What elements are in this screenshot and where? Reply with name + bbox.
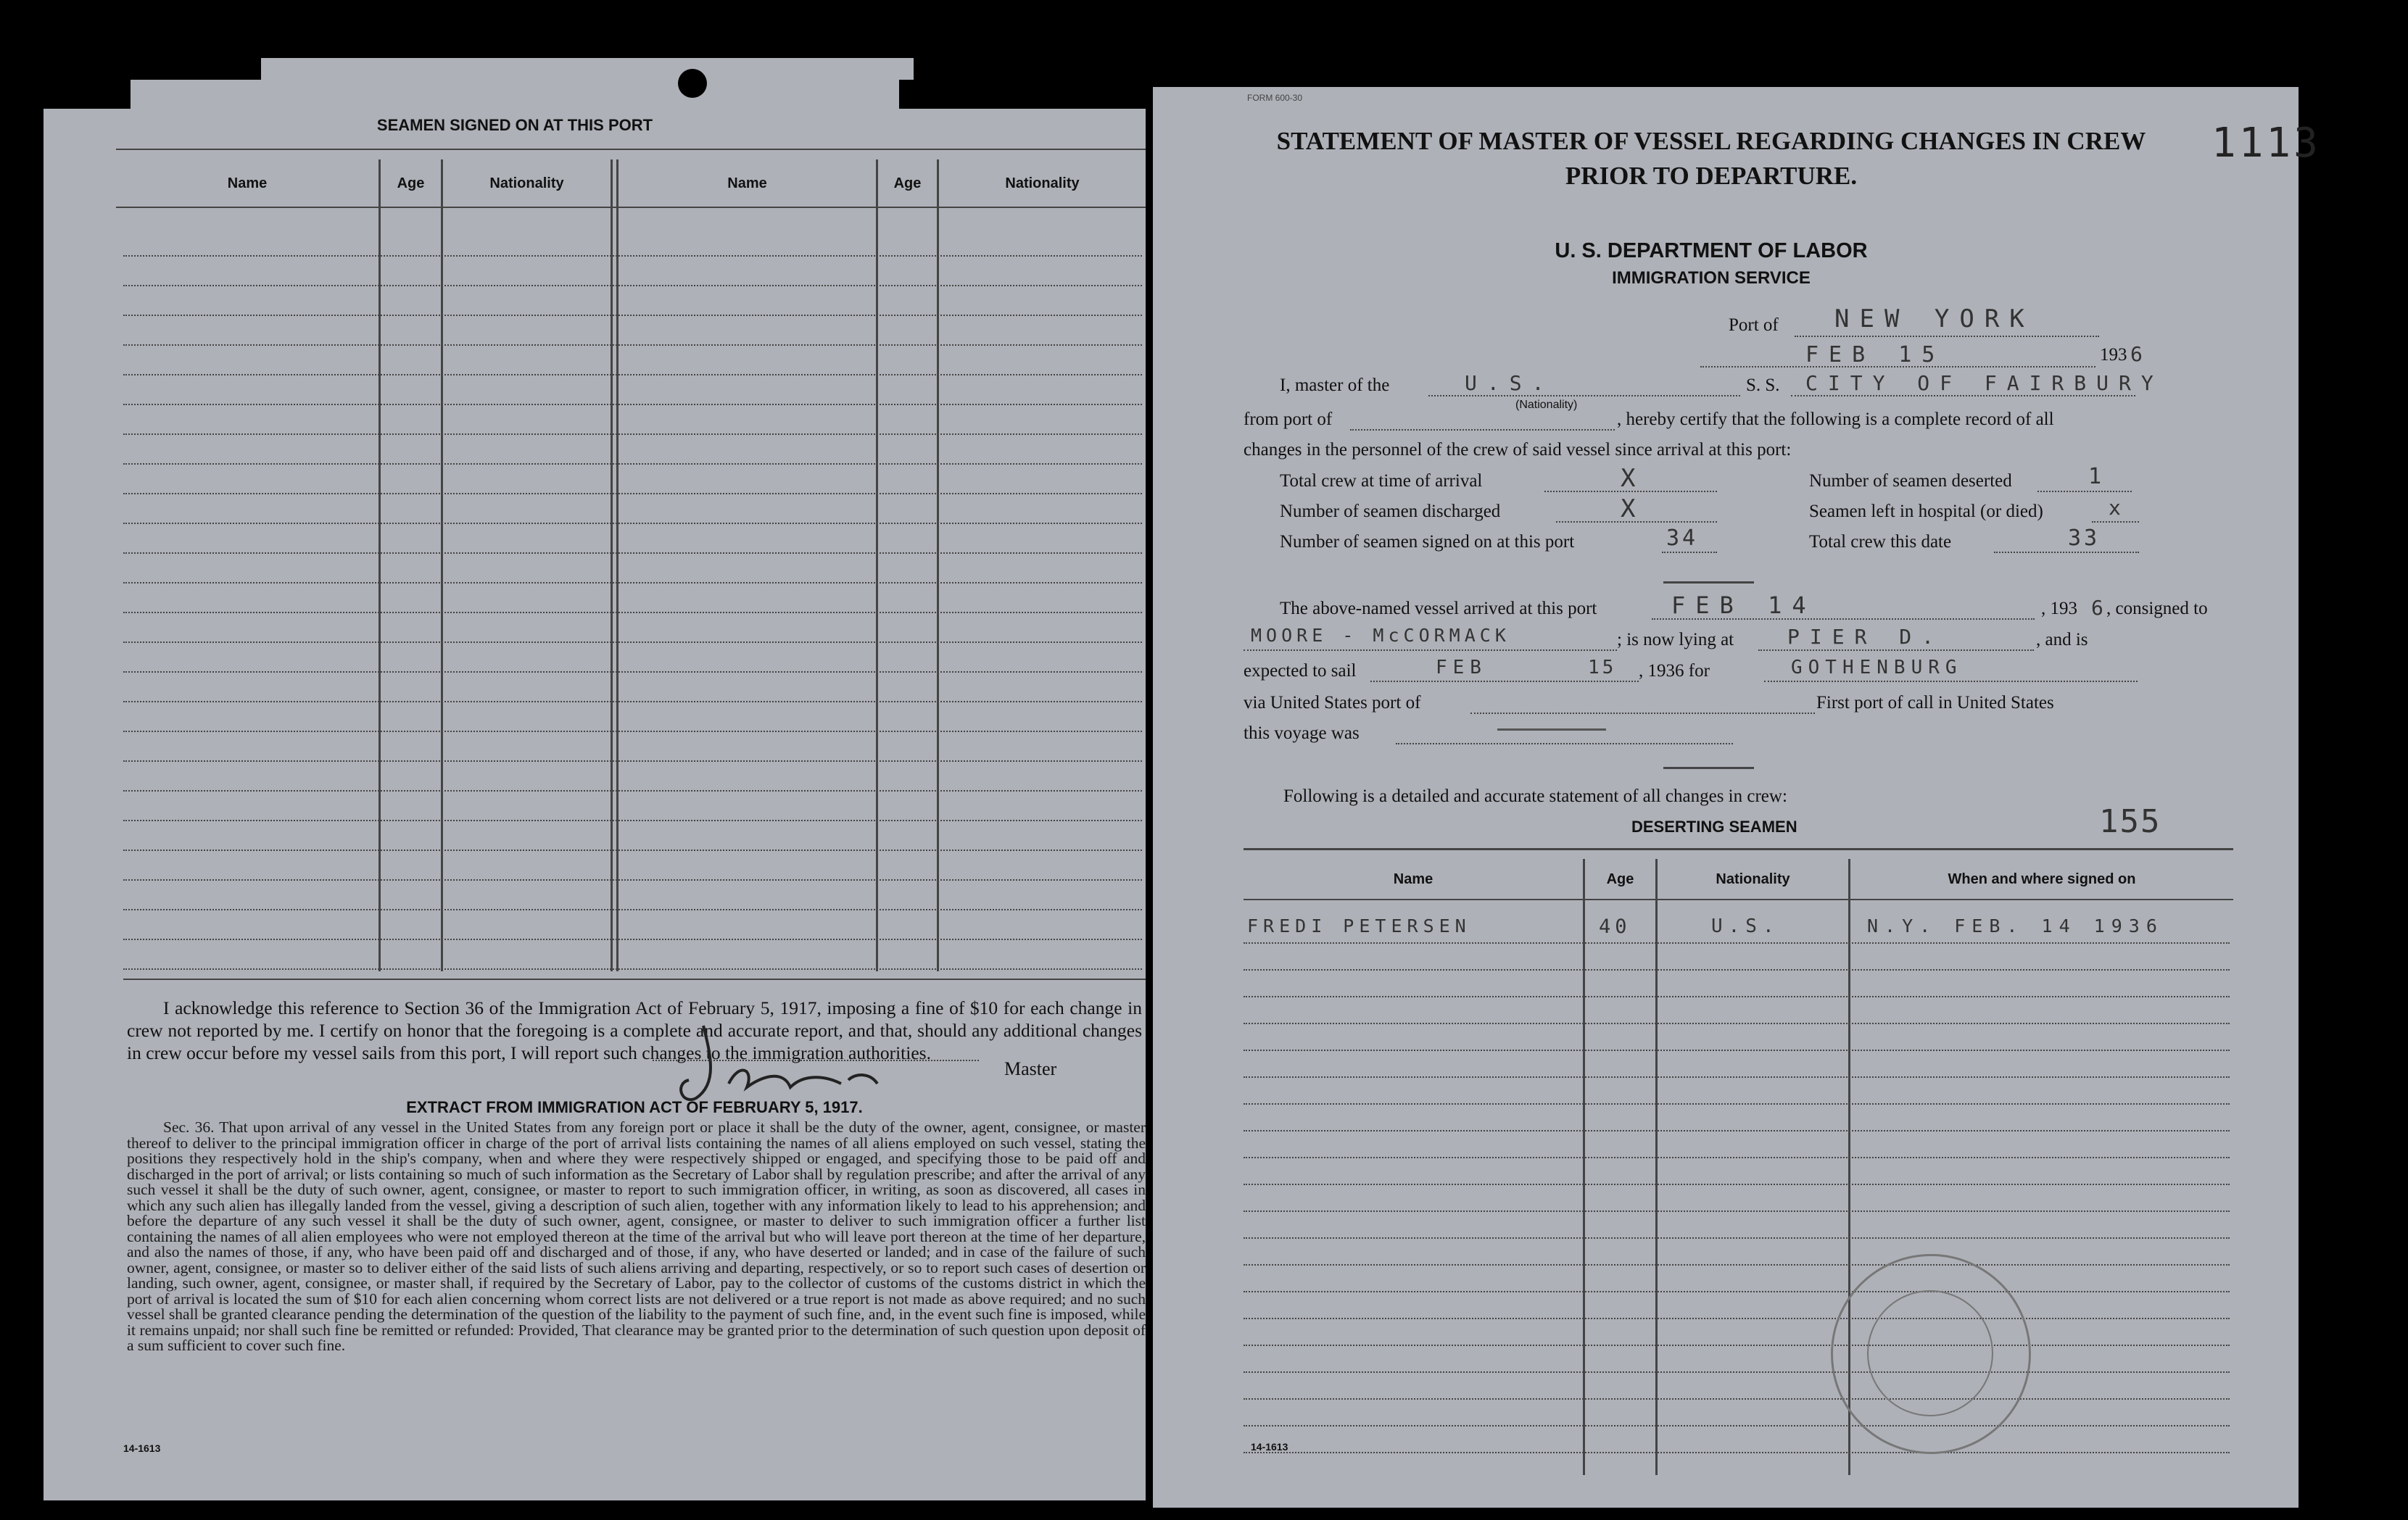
arrived-year-printed: , 193 bbox=[2041, 599, 2077, 618]
desert-row-line bbox=[1244, 1237, 2230, 1239]
table-row-line bbox=[123, 820, 1142, 821]
table-row-line bbox=[123, 850, 1142, 851]
desert-col-age: Age bbox=[1606, 871, 1634, 887]
desert-row-line bbox=[1244, 1452, 2230, 1453]
desert-row-line bbox=[1244, 1425, 2230, 1426]
punch-hole bbox=[678, 69, 707, 98]
desert-row-line bbox=[1244, 1050, 2230, 1051]
table-row-line bbox=[123, 612, 1142, 613]
desert-row-line bbox=[1244, 996, 2230, 997]
section-rule bbox=[1663, 767, 1754, 769]
hospital-label: Seamen left in hospital (or died) bbox=[1809, 502, 2043, 521]
voyage-line bbox=[1396, 743, 1733, 744]
desert-col-nationality: Nationality bbox=[1716, 871, 1790, 887]
desert-row-line bbox=[1244, 1130, 2230, 1131]
col-header-nationality: Nationality bbox=[489, 175, 564, 191]
left-page bbox=[44, 109, 1146, 1500]
master-of-label: I, master of the bbox=[1280, 375, 1390, 395]
destination: GOTHENBURG bbox=[1791, 657, 1963, 678]
desert-row-line bbox=[1244, 1023, 2230, 1024]
desert-row-line bbox=[1244, 1398, 2230, 1400]
hospital-value: x bbox=[2109, 496, 2131, 520]
table-row-line bbox=[123, 582, 1142, 584]
desert-row-line bbox=[1244, 1345, 2230, 1346]
and-is-label: , and is bbox=[2036, 630, 2088, 649]
port-value: NEW YORK bbox=[1834, 304, 2035, 333]
col-header-age: Age bbox=[893, 175, 922, 191]
table-row-line bbox=[123, 968, 1142, 970]
handwritten-folio-number: 1113 bbox=[2212, 120, 2321, 167]
arrived-year-hand: 6 bbox=[2091, 596, 2103, 620]
desert-row-line bbox=[1244, 1264, 2230, 1266]
left-form-number: 14-1613 bbox=[123, 1442, 161, 1454]
nationality-caption: (Nationality) bbox=[1515, 399, 1578, 411]
acknowledgement-text: I acknowledge this reference to Section 36 of the Immigration Act of February 5, 1917, imposing a fine of $10 for each change in crew not reported by me. I certify on honor that the foregoing is a complete and accurate report, and that, should any additional changes in crew occur before my vessel sails from this port, I will report such changes to the immigration authorities. bbox=[127, 997, 1142, 1063]
deserter-name: FREDI PETERSEN bbox=[1247, 915, 1471, 936]
table-row-line bbox=[123, 760, 1142, 762]
consigned-to-label: , consigned to bbox=[2106, 599, 2208, 618]
section-rule bbox=[1663, 581, 1754, 584]
right-form-number: 14-1613 bbox=[1251, 1441, 1288, 1453]
deserting-header: DESERTING SEAMEN bbox=[1631, 818, 1797, 836]
col-header-age: Age bbox=[397, 175, 425, 191]
desert-col-divider bbox=[1655, 859, 1658, 1475]
desert-row-line bbox=[1244, 942, 2230, 944]
torn-edge bbox=[261, 58, 914, 80]
table-row-line bbox=[123, 285, 1142, 286]
changes-text: changes in the personnel of the crew of said vessel since arrival at this port: bbox=[1244, 440, 1792, 460]
handwritten-155: 155 bbox=[2099, 803, 2161, 840]
desert-row-line bbox=[1244, 1371, 2230, 1373]
sail-date-line bbox=[1370, 681, 1639, 682]
ss-label: S. S. bbox=[1746, 375, 1780, 395]
table-row-line bbox=[123, 404, 1142, 405]
right-page bbox=[1153, 87, 2321, 1508]
consignee-line bbox=[1244, 649, 1617, 651]
total-crew-date-label: Total crew this date bbox=[1809, 532, 1952, 552]
desert-col-name: Name bbox=[1393, 871, 1433, 887]
desert-row-line bbox=[1244, 1210, 2230, 1212]
desert-row-line bbox=[1244, 1184, 2230, 1185]
deserted-line bbox=[2037, 491, 2132, 492]
deserter-nationality: U.S. bbox=[1711, 915, 1780, 937]
master-label: Master bbox=[1004, 1058, 1057, 1079]
via-label: via United States port of bbox=[1244, 693, 1421, 713]
desert-row-line bbox=[1244, 1157, 2230, 1158]
voyage-dash bbox=[1497, 728, 1606, 731]
table-row-line bbox=[123, 731, 1142, 732]
table-head-rule bbox=[116, 207, 1146, 208]
col-header-nationality: Nationality bbox=[1005, 175, 1080, 191]
desert-table-head-rule bbox=[1244, 899, 2233, 900]
discharged-label: Number of seamen discharged bbox=[1280, 502, 1501, 521]
desert-row-line bbox=[1244, 1318, 2230, 1319]
following-text: Following is a detailed and accurate statement of all changes in crew: bbox=[1283, 786, 1787, 806]
first-port-label: First port of call in United States bbox=[1816, 693, 2054, 713]
desert-table-top-rule bbox=[1244, 848, 2233, 850]
immigration-stamp-inner bbox=[1867, 1290, 1993, 1416]
table-row-line bbox=[123, 315, 1142, 316]
form-title-line2: PRIOR TO DEPARTURE. bbox=[1565, 162, 1858, 190]
signed-on-value: 34 bbox=[1666, 526, 1699, 551]
desert-row-line bbox=[1244, 1291, 2230, 1292]
from-port-line bbox=[1350, 429, 1615, 431]
master-signature-line bbox=[653, 1060, 979, 1061]
certify-text: , hereby certify that the following is a complete record of all bbox=[1617, 410, 2054, 429]
destination-line bbox=[1764, 681, 2138, 682]
table-top-rule bbox=[116, 149, 1146, 150]
deserter-signed-on: N.Y. FEB. 14 1936 bbox=[1867, 915, 2164, 936]
left-header: SEAMEN SIGNED ON AT THIS PORT bbox=[376, 116, 653, 134]
department-heading: U. S. DEPARTMENT OF LABOR bbox=[1555, 239, 1868, 262]
total-crew-arrival-label: Total crew at time of arrival bbox=[1280, 471, 1483, 491]
service-heading: IMMIGRATION SERVICE bbox=[1612, 268, 1811, 288]
table-row-line bbox=[123, 255, 1142, 257]
hospital-line bbox=[2092, 521, 2139, 523]
sail-year: , 1936 for bbox=[1639, 661, 1710, 681]
total-crew-arrival-value: X bbox=[1621, 464, 1646, 493]
table-row-line bbox=[123, 701, 1142, 702]
extract-title: EXTRACT FROM IMMIGRATION ACT OF FEBRUARY 5, 1917. bbox=[406, 1098, 863, 1116]
pier-line bbox=[1758, 649, 2034, 651]
table-row-line bbox=[123, 344, 1142, 346]
pier: PIER D. bbox=[1787, 625, 1945, 649]
torn-edge bbox=[131, 80, 899, 109]
table-row-line bbox=[123, 790, 1142, 792]
sail-month: FEB bbox=[1436, 657, 1487, 678]
consignee: MOORE - McCORMACK bbox=[1251, 625, 1510, 646]
form-corner-number: FORM 600-30 bbox=[1247, 93, 1303, 103]
date-value: FEB 15 bbox=[1805, 342, 1945, 367]
signed-on-label: Number of seamen signed on at this port bbox=[1280, 532, 1575, 552]
table-row-line bbox=[123, 552, 1142, 554]
signed-on-line bbox=[1662, 552, 1717, 553]
arrived-text: The above-named vessel arrived at this port bbox=[1280, 599, 1597, 618]
nationality-line bbox=[1428, 395, 1740, 396]
date-year-printed: 193 bbox=[2100, 345, 2127, 365]
table-row-line bbox=[123, 641, 1142, 643]
table-row-line bbox=[123, 463, 1142, 465]
arrived-date: FEB 14 bbox=[1671, 591, 1816, 619]
expected-label: expected to sail bbox=[1244, 661, 1357, 681]
table-row-line bbox=[123, 909, 1142, 910]
from-port-label: from port of bbox=[1244, 410, 1333, 429]
table-bottom-rule bbox=[123, 979, 1146, 980]
form-title-line1: STATEMENT OF MASTER OF VESSEL REGARDING CHANGES IN CREW bbox=[1276, 127, 2146, 155]
col-header-name: Name bbox=[727, 175, 767, 191]
extract-text: Sec. 36. That upon arrival of any vessel in the United States from any foreign port or place it shall be the duty of the owner, agent, consignee, or master thereof to deliver to the principal immigration officer in charge of the port of arrival lists containing the names of all aliens employed on such vessel, stating the positions they respectively hold in the ship's company, when and where they were respectively shipped or engaged, and specifying those to be paid off and discharged in the port of arrival; or lists containing so much of such information as the Secretary of Labor shall by regulation prescribe; and after the arrival of any such vessel it shall be the duty of such owner, agent, consignee, or master to report to such immigration officer, in writing, as soon as discovered, all cases in which any such alien has illegally landed from the vessel, giving a description of such alien, together with any information likely to lead to his apprehension; and before the departure of any such vessel it shall be the duty of such owner, agent, consignee, or master to deliver to such immigration officer a further list containing the names of all alien employees who were not employed thereon at the time of the arrival but who will leave port thereon at the time of her departure, and also the names of those, if any, who have been paid off and discharged and of those, if any, who have deserted or landed; and in case of the failure of such owner, agent, consignee, or master so to deliver either of the said lists of such aliens arriving and departing, respectively, or so to report such cases of desertion or landing, such owner, agent, consignee, or master shall, if required by the Secretary of Labor, pay to the collector of customs of the customs district in which the port of arrival is located the sum of $10 for each alien concerning whom correct lists are not delivered or a true report is not made as above required; and no such vessel shall be granted clearance pending the determination of the question of the liability to the payment of such fine, and, in the event such fine is imposed, while it remains unpaid; nor shall such fine be remitted or refunded: Provided, That clearance may be granted prior to the determination of such question upon deposit of a sum sufficient to cover such fine. bbox=[127, 1118, 1146, 1354]
deserted-label: Number of seamen deserted bbox=[1809, 471, 2012, 491]
desert-row-line bbox=[1244, 969, 2230, 971]
sail-day: 15 bbox=[1588, 657, 1617, 678]
ship-name-line bbox=[1791, 395, 2135, 396]
voyage-label: this voyage was bbox=[1244, 723, 1360, 743]
desert-col-signed: When and where signed on bbox=[1948, 871, 2136, 887]
ship-name: CITY OF FAIRBURY bbox=[1805, 371, 2164, 395]
table-row-line bbox=[123, 671, 1142, 673]
table-row-line bbox=[123, 433, 1142, 435]
port-label: Port of bbox=[1729, 315, 1779, 335]
discharged-value: X bbox=[1621, 494, 1646, 523]
desert-col-divider bbox=[1583, 859, 1585, 1475]
table-row-line bbox=[123, 493, 1142, 494]
table-row-line bbox=[123, 523, 1142, 524]
desert-row-line bbox=[1244, 1103, 2230, 1105]
table-row-line bbox=[123, 939, 1142, 940]
col-header-name: Name bbox=[227, 175, 268, 191]
total-crew-date-line bbox=[1994, 552, 2139, 553]
nationality-value: U.S. bbox=[1465, 371, 1555, 395]
date-year-hand: 6 bbox=[2130, 342, 2143, 366]
desert-row-line bbox=[1244, 1076, 2230, 1078]
table-row-line bbox=[123, 879, 1142, 881]
total-crew-date-value: 33 bbox=[2068, 526, 2101, 551]
port-line bbox=[1795, 336, 2099, 337]
deserter-age: 40 bbox=[1599, 915, 1631, 938]
table-row-line bbox=[123, 374, 1142, 375]
lying-at-label: ; is now lying at bbox=[1617, 630, 1734, 649]
via-line bbox=[1470, 713, 1815, 714]
deserted-value: 1 bbox=[2088, 464, 2112, 489]
